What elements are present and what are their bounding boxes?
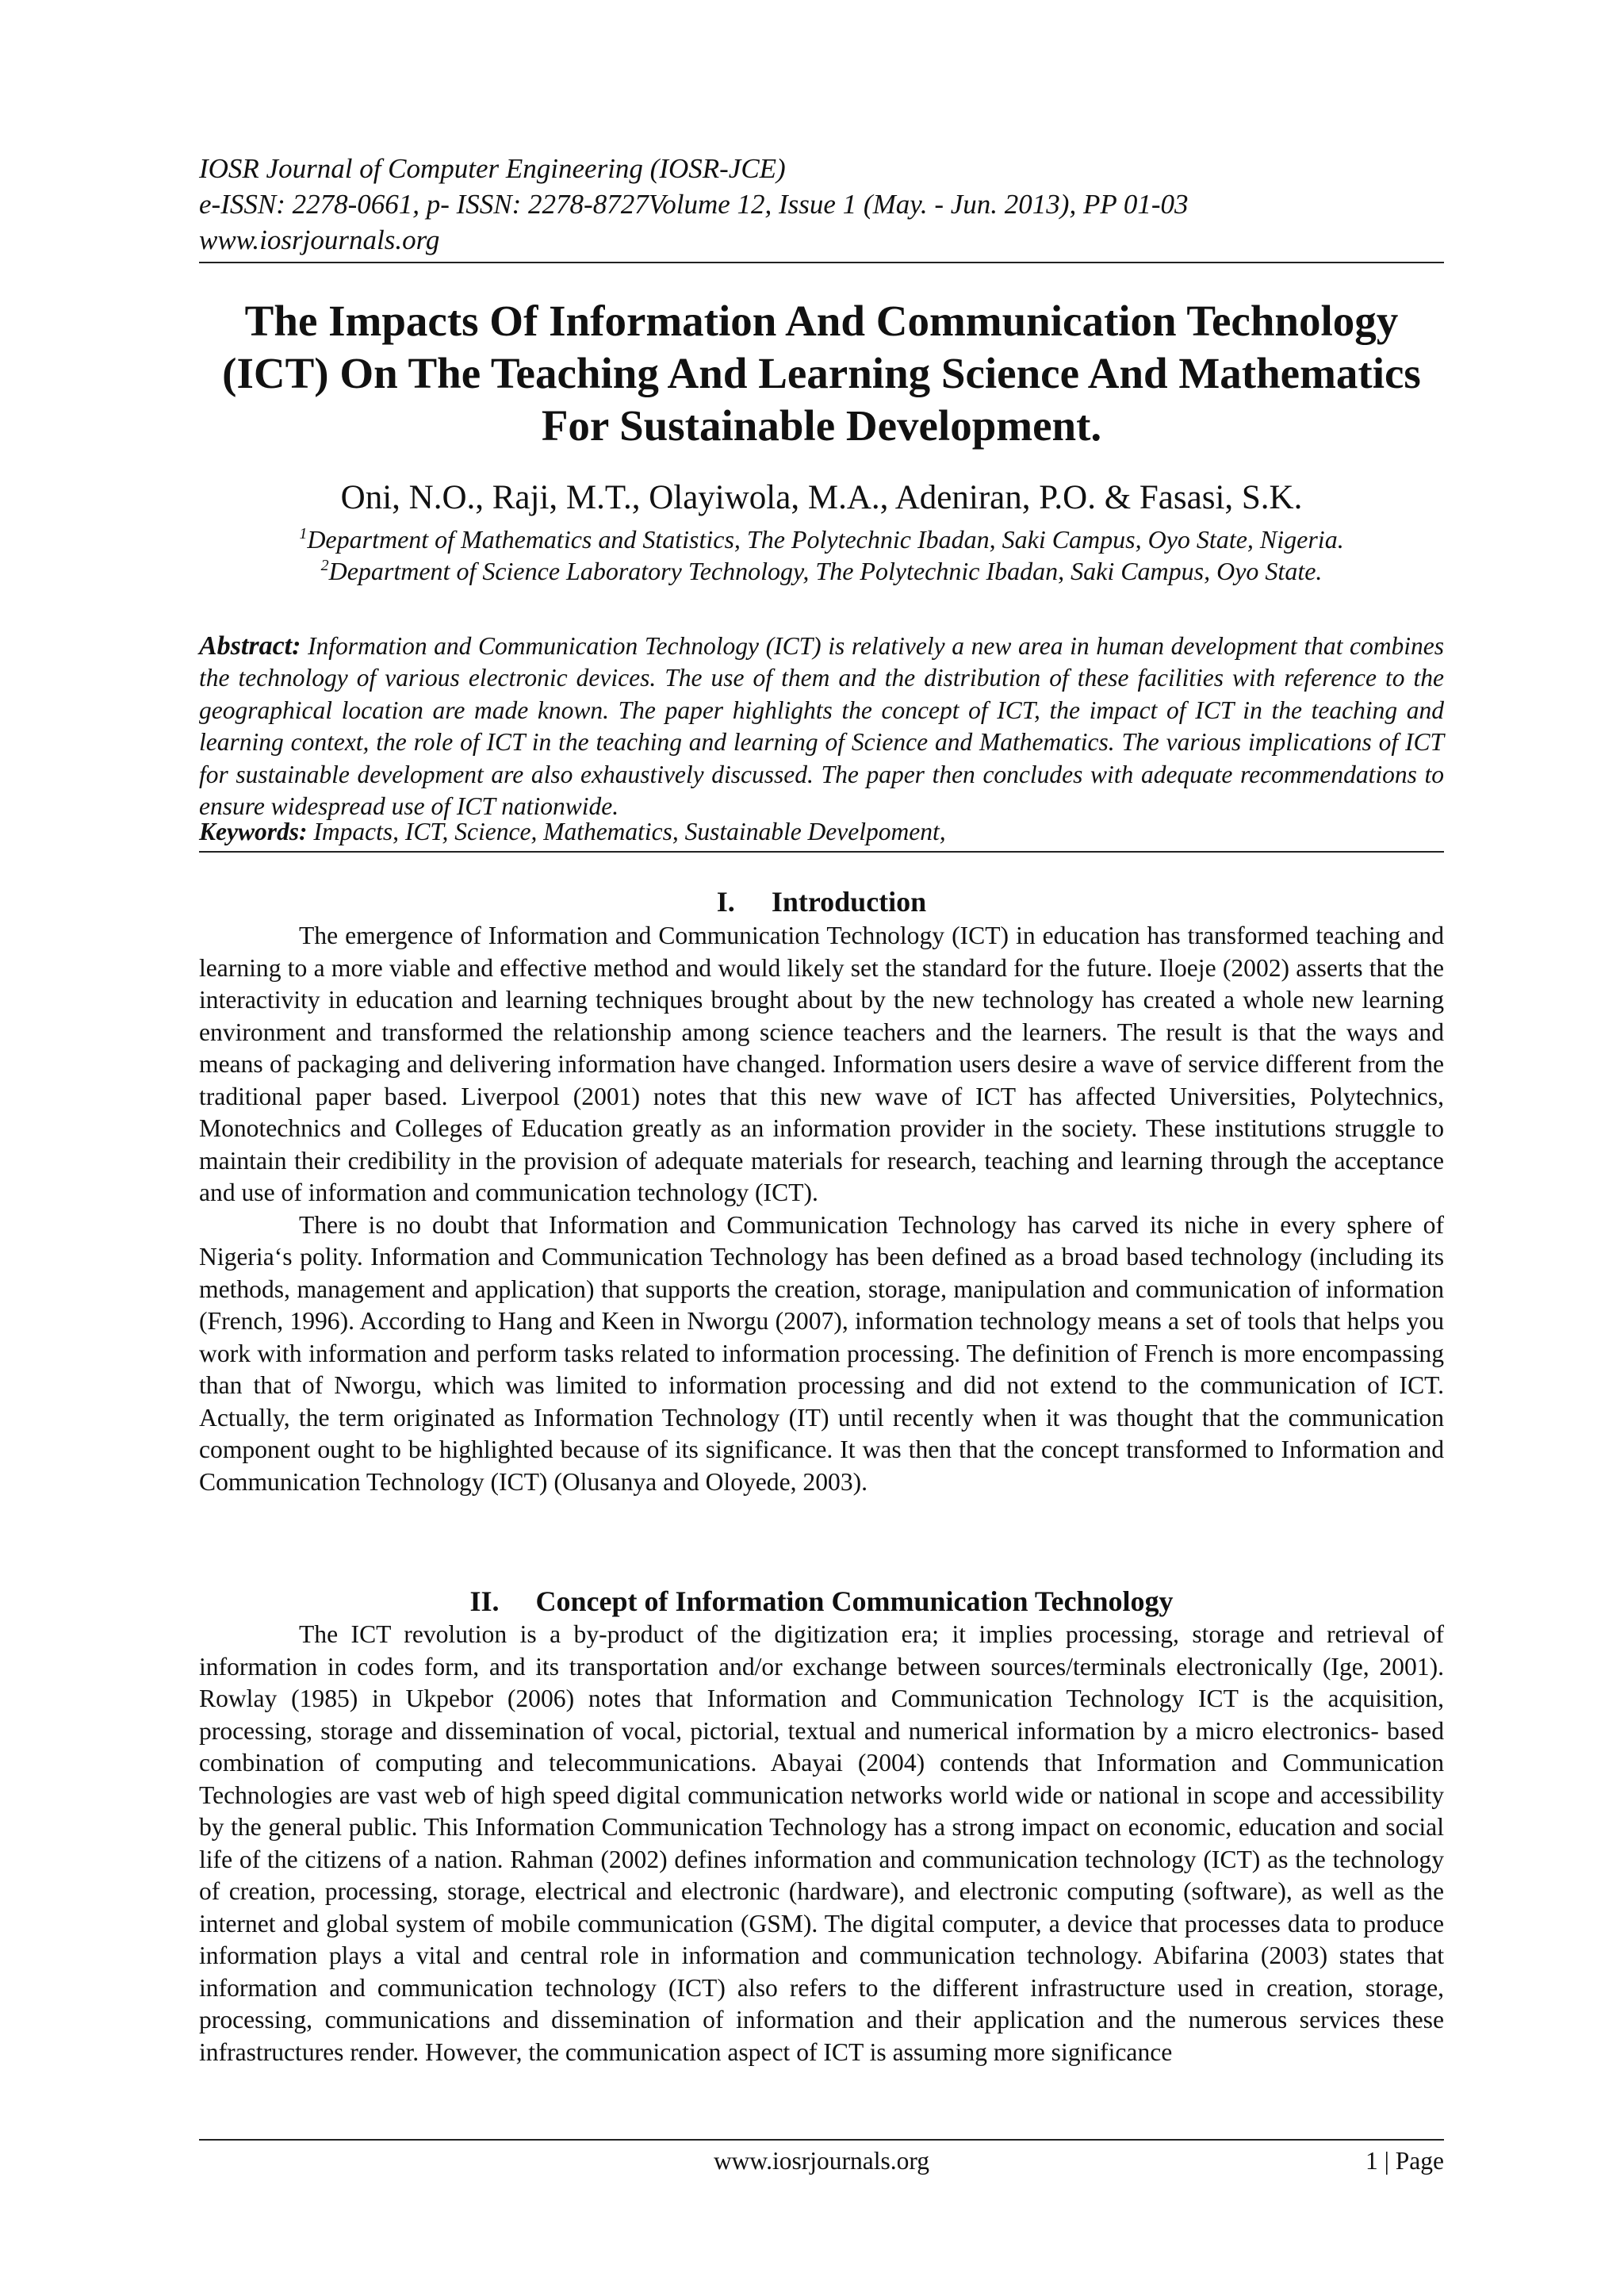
section-number: II.: [469, 1585, 500, 1617]
affiliation-mark: 1: [299, 525, 308, 542]
journal-website: www.iosrjournals.org: [199, 224, 440, 255]
affiliation-1: [199, 523, 1444, 555]
affiliation-2: [199, 555, 1444, 587]
paper-title: [199, 295, 1444, 452]
abstract-text: Information and Communication Technology (ICT) is relatively a new area in human development that combines the technology of various electronic devices. The use of them and the distribution of these facilities with reference to the geographical location are made known. The paper highlights the concept of ICT, the impact of ICT in the teaching and learning context, the role of ICT in the teaching and learning of Science and Mathematics. The various implications of ICT for sustainable development are also exhaustively discussed. The paper then concludes with adequate recommendations to ensure widespread use of ICT nationwide.: [199, 632, 1444, 821]
abstract: [199, 631, 1444, 822]
introduction-body: [199, 920, 1444, 1498]
paragraph: The ICT revolution is a by-product of the digitization era; it implies processing, storage and retrieval of information in codes form, and its transportation and/or exchange between sources/terminals electronically (Ige, 2001). Rowlay (1985) in Ukpebor (2006) notes that Information and Communication Technology ICT is the acquisition, processing, storage and dissemination of vocal, pictorial, textual and numerical information by a micro electronics- based combination of computing and telecommunications. Abayai (2004) contends that Information and Communication Technologies are vast web of high speed digital communication networks world wide or national in scope and accessibility by the general public. This Information Communication Technology has a strong impact on economic, education and social life of the citizens of a nation. Rahman (2002) defines information and communication technology (ICT) as the technology of creation, processing, storage, electrical and electronic (hardware), and electronic computing (software), as well as the internet and global system of mobile communication (GSM). The digital computer, a device that processes data to produce information plays a vital and central role in information and communication technology. Abifarina (2003) states that information and communication technology (ICT) also refers to the different infrastructure used in creation, storage, processing, communications and dissemination of information and their application and the numerous services these infrastructures render. However, the communication aspect of ICT is assuming more significance: [199, 1620, 1444, 2066]
affiliation-text: Department of Science Laboratory Technology, The Polytechnic Ibadan, Saki Campus, Oyo State.: [328, 557, 1323, 585]
title-line-3: For Sustainable Development.: [541, 401, 1102, 450]
keywords: [199, 816, 1444, 848]
footer-rule: [199, 2139, 1444, 2141]
title-line-1: The Impacts Of Information And Communication Technology: [244, 297, 1399, 345]
abstract-rule: [199, 851, 1444, 853]
page-number: 1 | Page: [1365, 2147, 1444, 2175]
footer-website: www.iosrjournals.org: [713, 2147, 930, 2175]
keywords-text: Impacts, ICT, Science, Mathematics, Sustainable Develpoment,: [307, 818, 946, 845]
paragraph: There is no doubt that Information and Communication Technology has carved its niche in every sphere of Nigeria‘s polity. Information and Communication Technology has been defined as a broad based technology (including its methods, management and application) that supports the creation, storage, manipulation and communication of information (French, 1996). According to Hang and Keen in Nworgu (2007), information technology means a set of tools that helps you work with information and perform tasks related to information processing. The definition of French is more encompassing than that of Nworgu, which was limited to information processing and did not extend to the communication of ICT. Actually, the term originated as Information Technology (IT) until recently when it was thought that the communication component ought to be highlighted because of its significance. It was then that the concept transformed to Information and Communication Technology (ICT) (Olusanya and Oloyede, 2003).: [199, 1210, 1444, 1496]
journal-name: IOSR Journal of Computer Engineering (IOSR-JCE): [199, 153, 786, 184]
section-heading-concept: [199, 1584, 1444, 1619]
author-list: Oni, N.O., Raji, M.T., Olayiwola, M.A., Adeniran, P.O. & Fasasi, S.K.: [340, 479, 1303, 516]
affiliation-mark: 2: [320, 557, 329, 574]
journal-header: [199, 151, 1444, 258]
section-title: Introduction: [771, 886, 927, 918]
abstract-label: Abstract:: [199, 631, 301, 661]
header-rule: [199, 262, 1444, 263]
keywords-label: Keywords:: [199, 818, 308, 845]
concept-body: [199, 1619, 1444, 2068]
paragraph: The emergence of Information and Communication Technology (ICT) in education has transformed teaching and learning to a more viable and effective method and would likely set the standard for the future. Iloeje (2002) asserts that the interactivity in education and learning techniques brought about by the new technology has created a whole new learning environment and transformed the relationship among science teachers and the learners. The result is that the ways and means of packaging and delivering information have changed. Information users desire a wave of service different from the traditional paper based. Liverpool (2001) notes that this new wave of ICT has affected Universities, Polytechnics, Monotechnics and Colleges of Education greatly as an information provider in the society. These institutions struggle to maintain their credibility in the provision of adequate materials for research, teaching and learning through the acceptance and use of information and communication technology (ICT).: [199, 922, 1444, 1206]
affiliation-text: Department of Mathematics and Statistics, The Polytechnic Ibadan, Saki Campus, Oyo State, Nigeria.: [307, 525, 1344, 554]
section-title: Concept of Information Communication Technology: [535, 1585, 1174, 1617]
issn-line: e-ISSN: 2278-0661, p- ISSN: 2278-8727Volume 12, Issue 1 (May. - Jun. 2013), PP 01-03: [199, 189, 1189, 220]
title-line-2: (ICT) On The Teaching And Learning Science And Mathematics: [222, 349, 1421, 397]
section-number: I.: [716, 886, 735, 918]
section-heading-introduction: [199, 884, 1444, 919]
page-footer: [199, 2144, 1444, 2179]
